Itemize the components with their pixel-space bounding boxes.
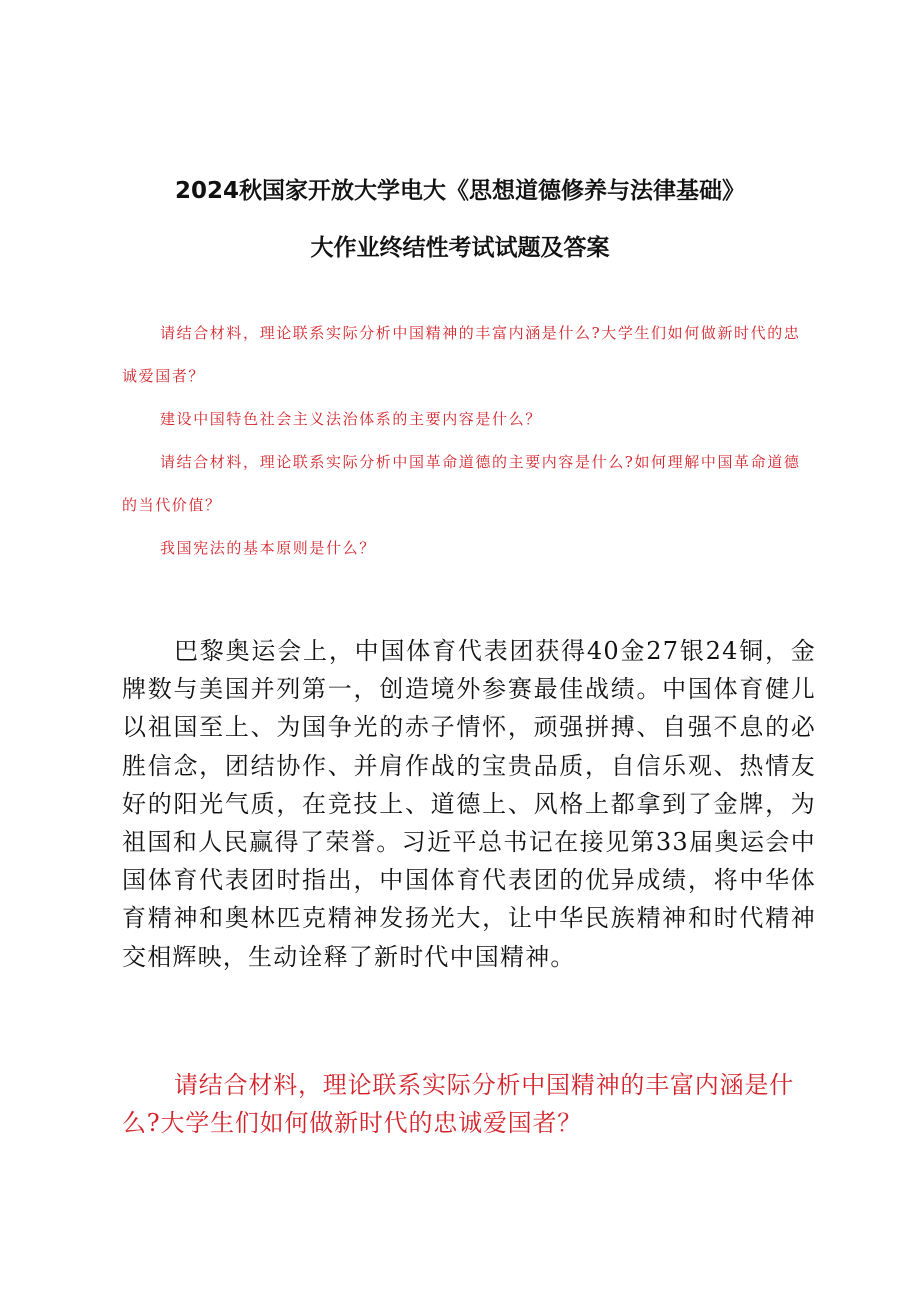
question-item-1: 请结合材料，理论联系实际分析中国精神的丰富内涵是什么?大学生们如何做新时代的忠诚爱国者？	[122, 324, 801, 385]
question-item-4: 我国宪法的基本原则是什么？	[160, 539, 376, 557]
material-paragraph: 巴黎奥运会上，中国体育代表团获得40金27银24铜，金牌数与美国并列第一，创造境外参赛最佳战绩。中国体育健儿以祖国至上、为国争光的赤子情怀，顽强拼搏、自强不息的必胜信念，团结协作、并肩作战的宝贵品质，自信乐观、热情友好的阳光气质，在竞技上、道德上、风格上都拿到了金牌，为祖国和人民赢得了荣誉。习近平总书记在接见第33届奥运会中国体育代表团时指出，中国体育代表团的优异成绩，将中华体育精神和奥林匹克精神发扬光大，让中华民族精神和时代精神交相辉映，生动诠释了新时代中国精神。	[122, 637, 816, 971]
question-heading-repeat: 请结合材料，理论联系实际分析中国精神的丰富内涵是什么?大学生们如何做新时代的忠诚爱国者？	[122, 1071, 794, 1137]
question-item-3: 请结合材料，理论联系实际分析中国革命道德的主要内容是什么?如何理解中国革命道德的当代价值？	[122, 453, 801, 514]
document-title-line1: 2024秋国家开放大学电大《思想道德修养与法律基础》	[174, 178, 745, 204]
question-item-2: 建设中国特色社会主义法治体系的主要内容是什么？	[160, 410, 542, 428]
question-list	[122, 312, 812, 570]
document-title-line2: 大作业终结性考试试题及答案	[310, 235, 610, 261]
